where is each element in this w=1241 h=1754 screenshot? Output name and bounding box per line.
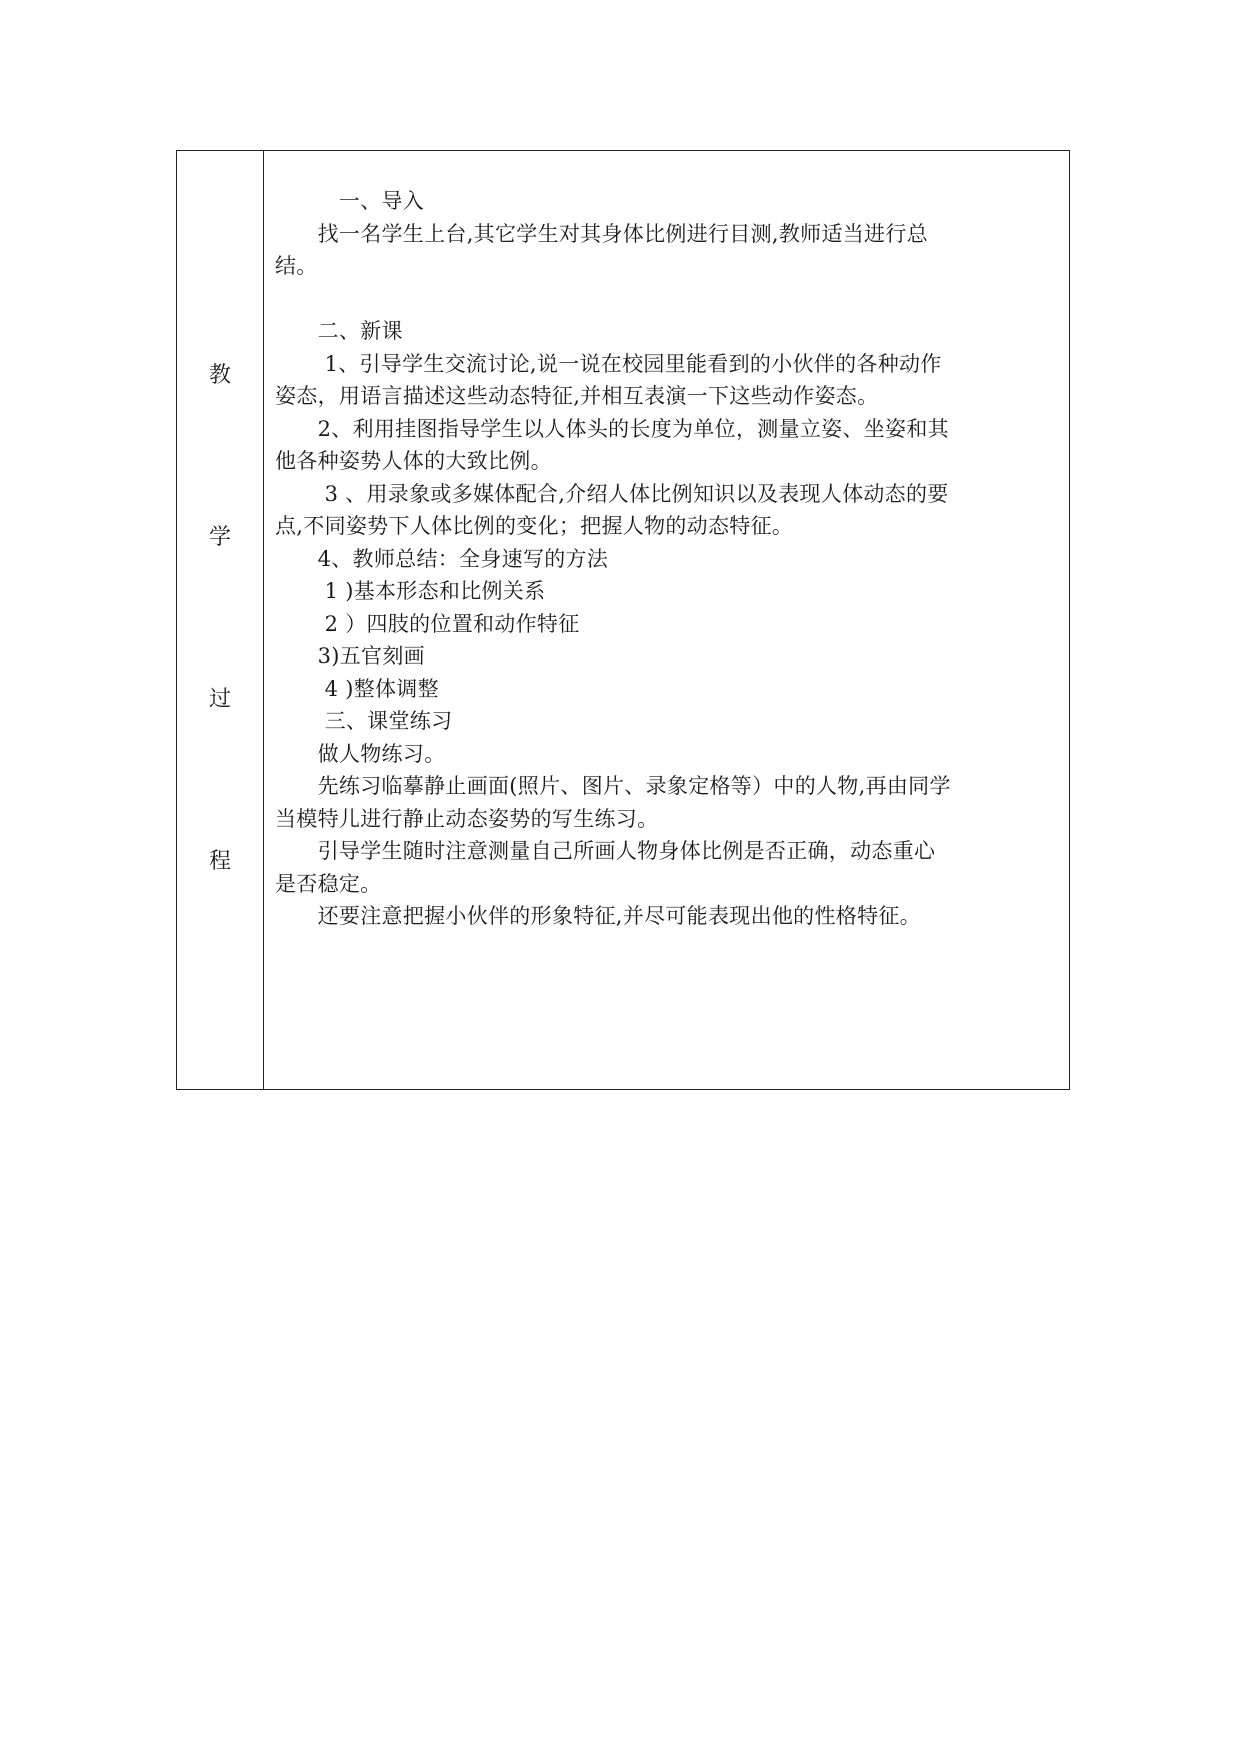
content-line: 二、新课 [275, 319, 403, 343]
lesson-content [275, 185, 1055, 933]
label-char-guo: 过 [208, 687, 231, 712]
content-line: 一、导入 [275, 189, 425, 213]
content-line: 4 )整体调整 [275, 676, 439, 701]
content-line: 姿态，用语言描述这些动态特征,并相互表演一下这些动作姿态。 [275, 384, 879, 408]
content-line: 结。 [275, 254, 318, 278]
content-line: 当模特儿进行静止动态姿势的写生练习。 [275, 806, 659, 831]
label-char-jiao: 教 [208, 363, 231, 388]
content-line: 还要注意把握小伙伴的形象特征,并尽可能表现出他的性格特征。 [275, 904, 921, 928]
content-line: 先练习临摹静止画面(照片、图片、录象定格等）中的人物,再由同学 [275, 774, 951, 798]
content-line: 1 )基本形态和比例关系 [275, 579, 546, 603]
row-label-column [177, 151, 263, 1089]
lesson-table [176, 150, 1070, 1090]
label-char-xue: 学 [208, 525, 231, 550]
content-line: 三、课堂练习 [275, 709, 453, 733]
content-line: 1、引导学生交流讨论,说一说在校园里能看到的小伙伴的各种动作 [275, 351, 942, 376]
content-line-blank [275, 283, 1055, 316]
content-line: 是否稳定。 [275, 871, 382, 896]
content-line: 找一名学生上台,其它学生对其身体比例进行目测,教师适当进行总 [275, 221, 928, 246]
content-line: 他各种姿势人体的大致比例。 [275, 449, 552, 473]
column-divider [263, 151, 264, 1089]
content-line: 做人物练习。 [275, 741, 446, 766]
content-line: 点,不同姿势下人体比例的变化；把握人物的动态特征。 [275, 514, 794, 538]
label-char-cheng: 程 [208, 849, 231, 874]
content-line: 3)五官刻画 [275, 644, 425, 668]
content-line: 3 、用录象或多媒体配合,介绍人体比例知识以及表现人体动态的要 [275, 481, 949, 506]
content-line: 2、利用挂图指导学生以人体头的长度为单位，测量立姿、坐姿和其 [275, 416, 949, 441]
content-line: 引导学生随时注意测量自己所画人物身体比例是否正确，动态重心 [275, 839, 936, 863]
content-line: 4、教师总结：全身速写的方法 [275, 546, 609, 571]
content-line: 2 ）四肢的位置和动作特征 [275, 611, 580, 636]
